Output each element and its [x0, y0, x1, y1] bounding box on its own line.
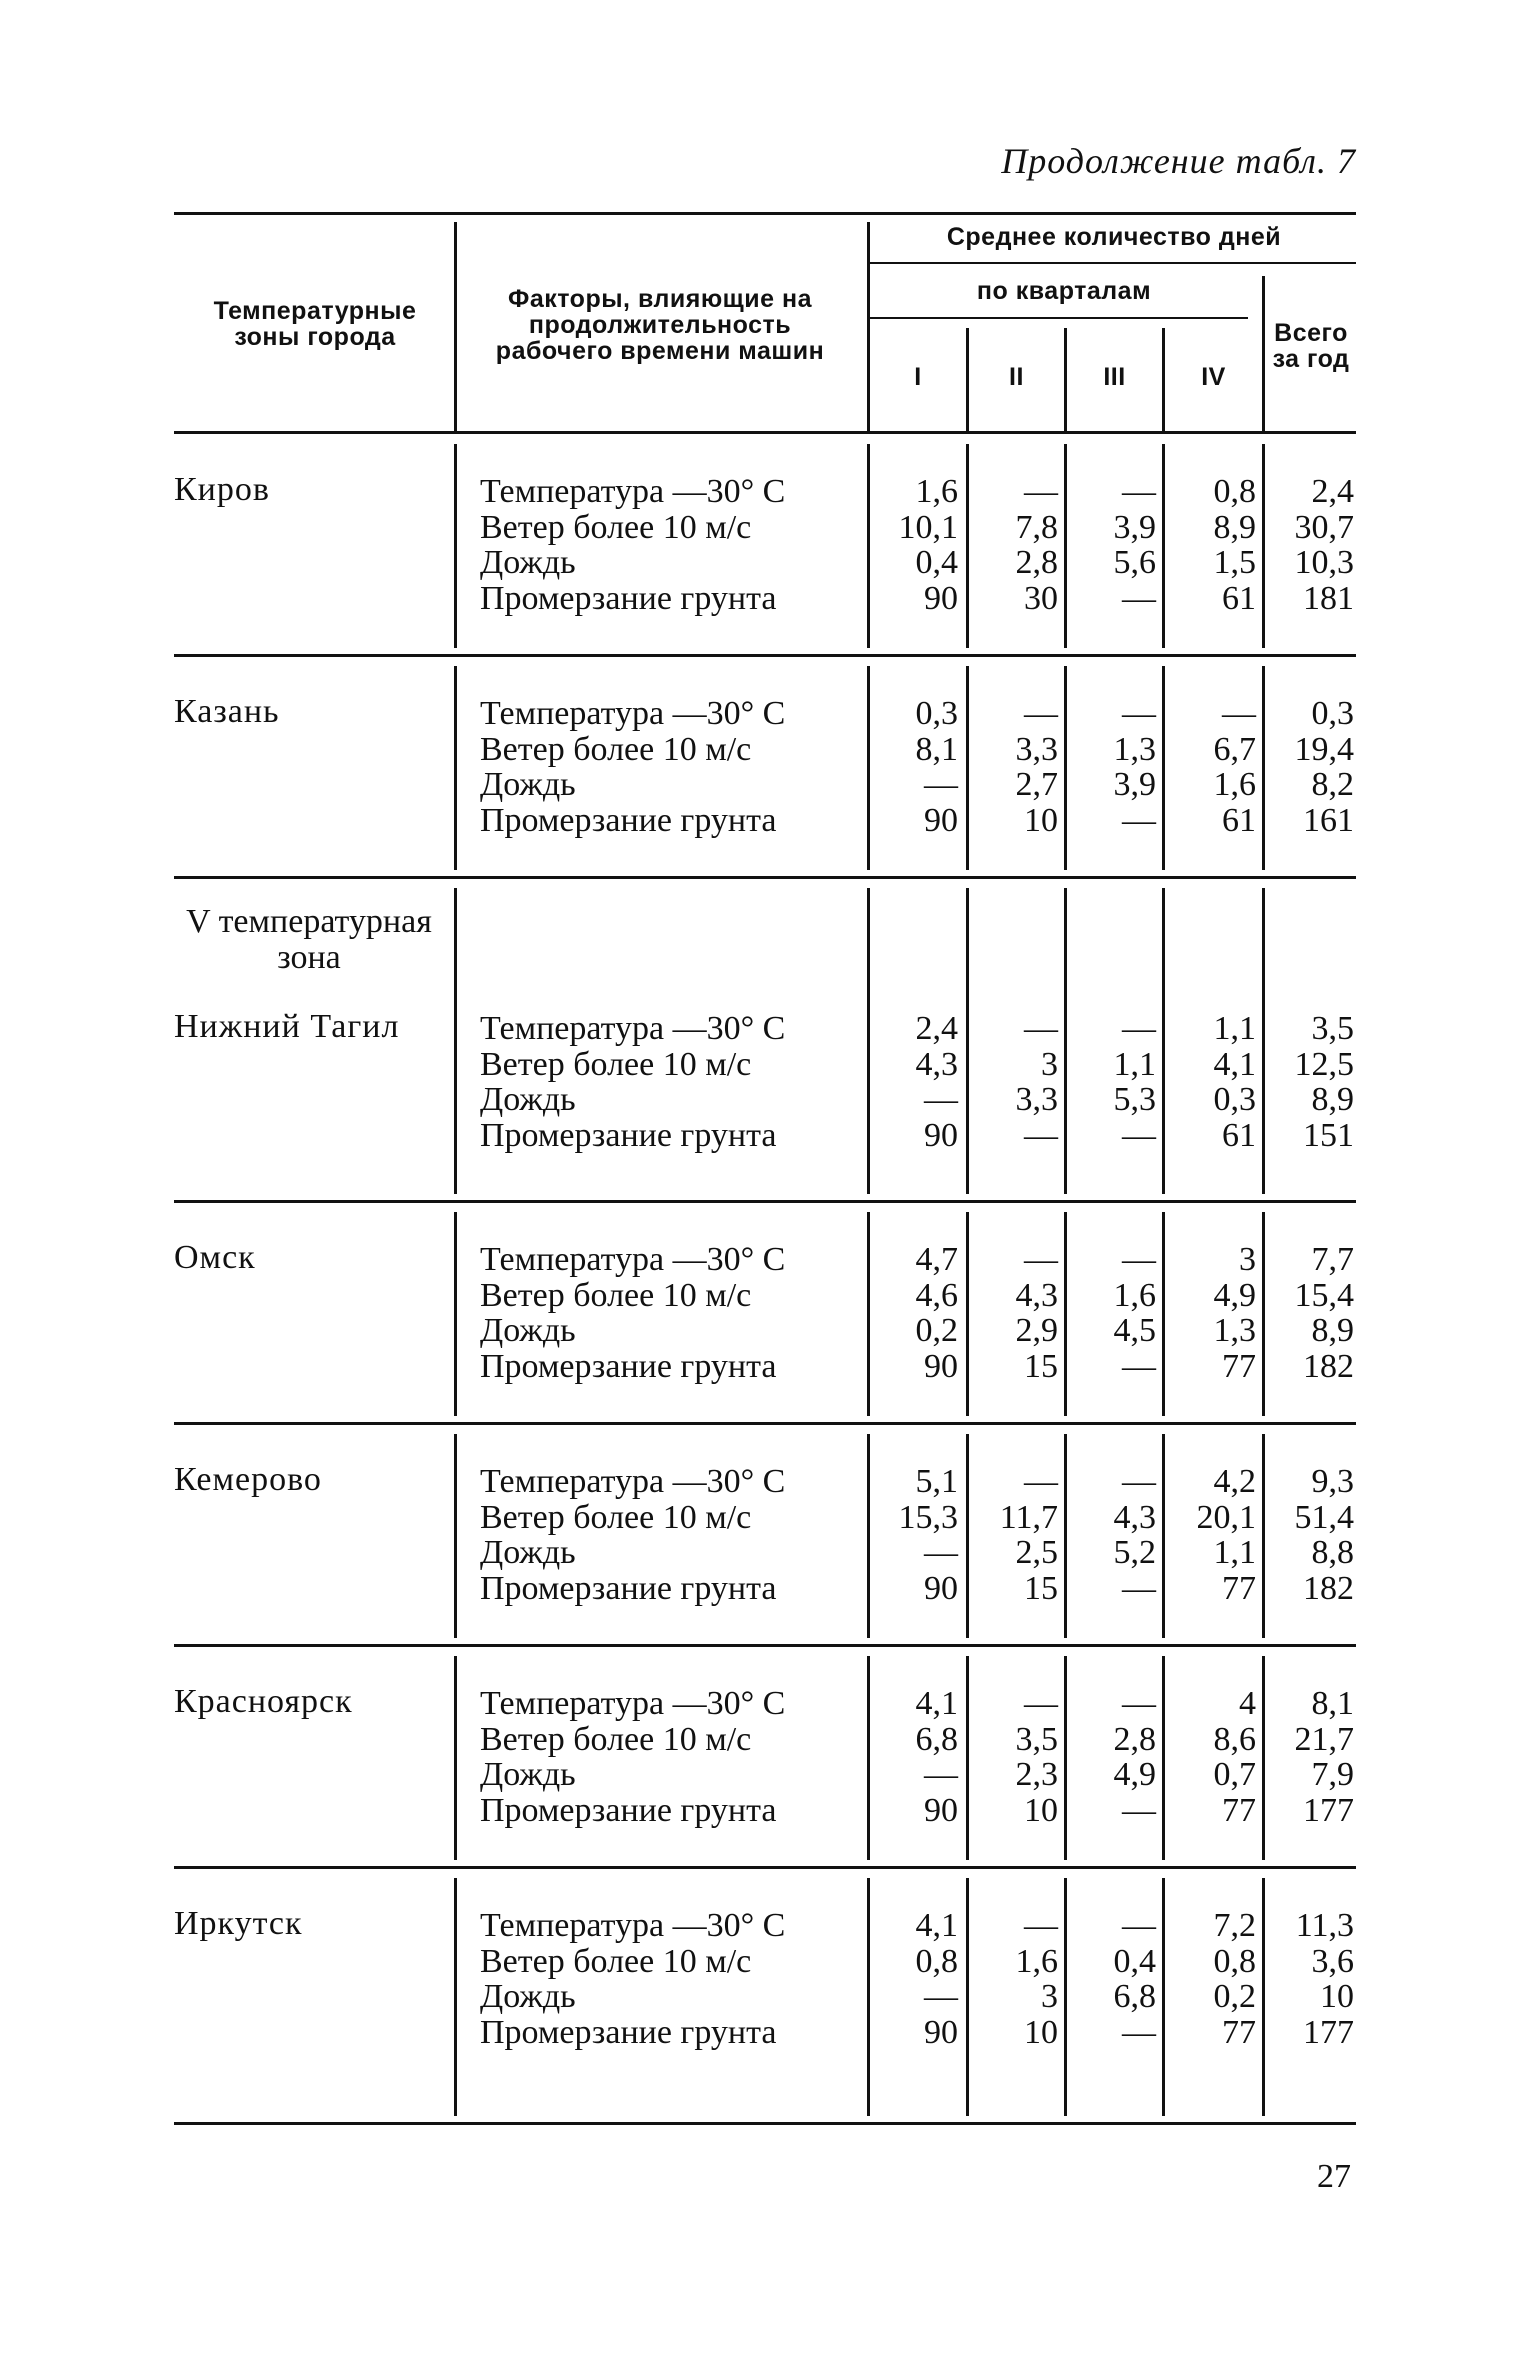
- table-cell: 151: [1303, 1116, 1354, 1154]
- factor-label: Ветер более 10 м/с: [480, 508, 752, 546]
- header-subrule: [870, 317, 1248, 319]
- factor-list: [480, 1686, 785, 1828]
- column-divider: [966, 1212, 969, 1416]
- column-divider: [454, 1212, 457, 1416]
- table-cell: 5,3: [1113, 1081, 1156, 1118]
- table-cell: 0,3: [1213, 1081, 1256, 1118]
- column-divider: [1162, 1656, 1165, 1860]
- value-column-total: [1268, 696, 1354, 838]
- q1-header: I: [914, 363, 922, 391]
- value-column-q1: [870, 1011, 958, 1153]
- table-cell: 182: [1303, 1347, 1354, 1385]
- table-cell: 5,1: [915, 1463, 958, 1500]
- city-group: [174, 1200, 1356, 1422]
- table-cell: —: [1024, 695, 1058, 732]
- total-header: Всего за год: [1272, 319, 1350, 373]
- factor-label: Ветер более 10 м/с: [480, 730, 752, 768]
- table-cell: 3: [1041, 1978, 1058, 2015]
- group-separator: [174, 1200, 1356, 1203]
- table-cell: 3,5: [1015, 1720, 1058, 1758]
- factor-label: Промерзание грунта: [480, 1116, 777, 1154]
- table-cell: 77: [1222, 1347, 1256, 1385]
- table-cell: 30,7: [1294, 508, 1354, 546]
- column-divider: [1262, 666, 1265, 870]
- value-column-q2: [980, 1242, 1058, 1384]
- column-divider: [1262, 1656, 1265, 1860]
- value-column-q1: [870, 1686, 958, 1828]
- table-cell: 1,6: [1213, 766, 1256, 803]
- table-cell: 161: [1303, 801, 1354, 839]
- table-cell: —: [1122, 473, 1156, 510]
- city-group: [174, 1644, 1356, 1866]
- table-cell: 30: [1024, 579, 1058, 617]
- table-cell: 90: [924, 2013, 958, 2051]
- column-divider: [1162, 1878, 1165, 2116]
- factor-label: Дождь: [480, 1312, 576, 1349]
- city-group: [174, 432, 1356, 654]
- table-cell: 2,7: [1015, 766, 1058, 803]
- column-divider: [454, 666, 457, 870]
- factor-label: Ветер более 10 м/с: [480, 1720, 752, 1758]
- table-cell: 3: [1239, 1241, 1256, 1278]
- table-cell: 15: [1024, 1569, 1058, 1607]
- factor-list: [480, 1464, 785, 1606]
- factor-label: Промерзание грунта: [480, 1347, 777, 1385]
- value-column-q1: [870, 474, 958, 616]
- table-cell: 90: [924, 1791, 958, 1829]
- table-cell: 10: [1320, 1978, 1354, 2015]
- table-cell: 8,1: [915, 730, 958, 768]
- factor-label: Температура —30° С: [480, 695, 786, 732]
- table-cell: 2,5: [1015, 1534, 1058, 1571]
- group-separator: [174, 1422, 1356, 1425]
- value-column-q2: [980, 1908, 1058, 2050]
- factor-label: Промерзание грунта: [480, 1569, 777, 1607]
- header-divider: [454, 222, 457, 434]
- factor-label: Температура —30° С: [480, 473, 786, 510]
- city-name: Красноярск: [174, 1683, 353, 1720]
- table-cell: 90: [924, 801, 958, 839]
- table-cell: 61: [1222, 579, 1256, 617]
- column-divider: [1064, 1434, 1067, 1638]
- factor-label: Промерзание грунта: [480, 1791, 777, 1829]
- value-column-q4: [1170, 1686, 1256, 1828]
- table-cell: 0,8: [1213, 473, 1256, 510]
- header-divider: [867, 222, 870, 434]
- value-column-q2: [980, 474, 1058, 616]
- table-cell: —: [1024, 1685, 1058, 1722]
- table-cell: 15,3: [898, 1498, 958, 1536]
- factor-list: [480, 474, 785, 616]
- column-divider: [1162, 444, 1165, 648]
- city-name: Кемерово: [174, 1461, 322, 1498]
- table-cell: 11,3: [1295, 1907, 1354, 1944]
- table-cell: 8,1: [1311, 1685, 1354, 1722]
- table-cell: 3,6: [1311, 1942, 1354, 1980]
- column-divider: [966, 1434, 969, 1638]
- column-divider: [454, 1878, 457, 2116]
- table-cell: 90: [924, 1347, 958, 1385]
- zone-title: V температурная зона: [186, 903, 432, 976]
- table-cell: —: [1222, 695, 1256, 732]
- value-column-total: [1268, 1242, 1354, 1384]
- value-column-total: [1268, 1011, 1354, 1153]
- table-cell: 2,8: [1113, 1720, 1156, 1758]
- table-cell: —: [924, 1978, 958, 2015]
- factor-label: Температура —30° С: [480, 1907, 786, 1944]
- table-cell: 5,6: [1113, 544, 1156, 581]
- column-divider: [1064, 666, 1067, 870]
- group-separator: [174, 1866, 1356, 1869]
- zones-header: Температурные зоны города: [213, 297, 417, 351]
- factor-label: Дождь: [480, 1081, 576, 1118]
- table-cell: 0,2: [915, 1312, 958, 1349]
- header-subrule: [870, 262, 1356, 264]
- table-cell: —: [1122, 1463, 1156, 1500]
- value-column-total: [1268, 474, 1354, 616]
- table-cell: 0,2: [1213, 1978, 1256, 2015]
- table-cell: 182: [1303, 1569, 1354, 1607]
- city-name: Нижний Тагил: [174, 1008, 400, 1045]
- table-header: [174, 212, 1356, 434]
- table-cell: 8,2: [1311, 766, 1354, 803]
- table-cell: 2,8: [1015, 544, 1058, 581]
- column-divider: [966, 444, 969, 648]
- page-number: 27: [1317, 2158, 1351, 2195]
- header-top-rule: [174, 212, 1356, 215]
- value-column-q2: [980, 1011, 1058, 1153]
- value-column-q4: [1170, 1908, 1256, 2050]
- value-column-q4: [1170, 1242, 1256, 1384]
- value-column-q3: [1072, 1908, 1156, 2050]
- table-cell: 77: [1222, 1791, 1256, 1829]
- column-divider: [1064, 1656, 1067, 1860]
- table-cell: 15: [1024, 1347, 1058, 1385]
- table-cell: —: [1122, 1010, 1156, 1047]
- factor-label: Дождь: [480, 1756, 576, 1793]
- table-cell: 0,3: [1311, 695, 1354, 732]
- column-divider: [1064, 1212, 1067, 1416]
- value-column-q4: [1170, 696, 1256, 838]
- value-column-q2: [980, 1686, 1058, 1828]
- column-divider: [966, 888, 969, 1194]
- factor-label: Температура —30° С: [480, 1241, 786, 1278]
- table-cell: 2,4: [915, 1010, 958, 1047]
- table-cell: —: [924, 1756, 958, 1793]
- table-cell: 4,3: [1113, 1498, 1156, 1536]
- factor-list: [480, 1908, 785, 2050]
- table-cell: 0,8: [1213, 1942, 1256, 1980]
- header-divider: [1262, 276, 1265, 434]
- factor-list: [480, 1011, 785, 1153]
- table-cell: 9,3: [1311, 1463, 1354, 1500]
- table-cell: 1,6: [1015, 1942, 1058, 1980]
- factor-label: Ветер более 10 м/с: [480, 1942, 752, 1980]
- table-cell: 0,7: [1213, 1756, 1256, 1793]
- column-divider: [1162, 1434, 1165, 1638]
- table-cell: 77: [1222, 2013, 1256, 2051]
- value-column-q2: [980, 1464, 1058, 1606]
- table-cell: —: [1122, 2013, 1156, 2051]
- table-cell: 21,7: [1294, 1720, 1354, 1758]
- table-cell: 8,6: [1213, 1720, 1256, 1758]
- table-cell: 181: [1303, 579, 1354, 617]
- table-cell: —: [1122, 1907, 1156, 1944]
- table-cell: 8,8: [1311, 1534, 1354, 1571]
- table-cell: 4,9: [1113, 1756, 1156, 1793]
- table-cell: 61: [1222, 1116, 1256, 1154]
- table-cell: 177: [1303, 1791, 1354, 1829]
- table-cell: —: [1024, 1463, 1058, 1500]
- table-cell: 11,7: [999, 1498, 1058, 1536]
- column-divider: [454, 1434, 457, 1638]
- table-cell: 90: [924, 579, 958, 617]
- table-cell: 51,4: [1294, 1498, 1354, 1536]
- city-group: [174, 654, 1356, 876]
- value-column-total: [1268, 1686, 1354, 1828]
- column-divider: [1262, 1434, 1265, 1638]
- table-cell: 3,9: [1113, 766, 1156, 803]
- factor-label: Ветер более 10 м/с: [480, 1498, 752, 1536]
- table-cell: —: [924, 1534, 958, 1571]
- table-cell: —: [1024, 1907, 1058, 1944]
- table-cell: —: [1024, 1116, 1058, 1154]
- table-cell: 77: [1222, 1569, 1256, 1607]
- table-cell: 2,4: [1311, 473, 1354, 510]
- factor-label: Промерзание грунта: [480, 801, 777, 839]
- table-cell: 20,1: [1196, 1498, 1256, 1536]
- table-cell: 0,8: [915, 1942, 958, 1980]
- table-cell: 0,4: [915, 544, 958, 581]
- table-cell: 4,6: [915, 1276, 958, 1314]
- table-cell: 12,5: [1294, 1045, 1354, 1083]
- table-cell: 8,9: [1213, 508, 1256, 546]
- column-divider: [1064, 444, 1067, 648]
- table-cell: 8,9: [1311, 1081, 1354, 1118]
- city-group: [174, 876, 1356, 1200]
- table-cell: 4,3: [1015, 1276, 1058, 1314]
- city-name: Иркутск: [174, 1905, 303, 1942]
- table-cell: —: [1024, 1010, 1058, 1047]
- column-divider: [966, 1656, 969, 1860]
- table-cell: 19,4: [1294, 730, 1354, 768]
- value-column-q3: [1072, 1464, 1156, 1606]
- table-cell: 4,5: [1113, 1312, 1156, 1349]
- factor-label: Промерзание грунта: [480, 579, 777, 617]
- table-cell: 177: [1303, 2013, 1354, 2051]
- table-cell: 4,1: [1213, 1045, 1256, 1083]
- table-cell: 1,1: [1213, 1534, 1256, 1571]
- column-divider: [1262, 1212, 1265, 1416]
- table-cell: 90: [924, 1569, 958, 1607]
- value-column-total: [1268, 1908, 1354, 2050]
- table-cell: 10,3: [1294, 544, 1354, 581]
- table-cell: —: [1122, 1241, 1156, 1278]
- table-cell: 6,7: [1213, 730, 1256, 768]
- column-divider: [454, 888, 457, 1194]
- table-bottom-rule: [174, 2122, 1356, 2125]
- group-separator: [174, 876, 1356, 879]
- factor-list: [480, 696, 785, 838]
- value-column-q3: [1072, 1686, 1156, 1828]
- table-cell: 7,9: [1311, 1756, 1354, 1793]
- avg-days-header: Среднее количество дней: [946, 223, 1282, 251]
- value-column-q1: [870, 696, 958, 838]
- value-column-q1: [870, 1242, 958, 1384]
- factor-label: Дождь: [480, 1978, 576, 2015]
- group-separator: [174, 654, 1356, 657]
- table-cell: 10: [1024, 1791, 1058, 1829]
- column-divider: [1262, 444, 1265, 648]
- column-divider: [1064, 888, 1067, 1194]
- factor-list: [480, 1242, 785, 1384]
- factor-label: Ветер более 10 м/с: [480, 1045, 752, 1083]
- table-cell: 1,3: [1213, 1312, 1256, 1349]
- table-cell: 2,9: [1015, 1312, 1058, 1349]
- factor-label: Температура —30° С: [480, 1685, 786, 1722]
- table-cell: 6,8: [915, 1720, 958, 1758]
- column-divider: [966, 666, 969, 870]
- value-column-q4: [1170, 474, 1256, 616]
- table-cell: 6,8: [1113, 1978, 1156, 2015]
- table-cell: 61: [1222, 801, 1256, 839]
- city-name: Омск: [174, 1239, 256, 1276]
- table-cell: 1,1: [1213, 1010, 1256, 1047]
- factor-label: Дождь: [480, 544, 576, 581]
- column-divider: [966, 1878, 969, 2116]
- table-cell: —: [1122, 1685, 1156, 1722]
- factors-header: Факторы, влияющие на продолжительность рабочего времени машин: [495, 285, 825, 365]
- table-cell: 15,4: [1294, 1276, 1354, 1314]
- table-cell: 2,3: [1015, 1756, 1058, 1793]
- table-cell: 90: [924, 1116, 958, 1154]
- table-cell: 1,1: [1113, 1045, 1156, 1083]
- table-cell: 10: [1024, 801, 1058, 839]
- table-cell: 5,2: [1113, 1534, 1156, 1571]
- table-cell: 4,2: [1213, 1463, 1256, 1500]
- factor-label: Дождь: [480, 1534, 576, 1571]
- factor-label: Промерзание грунта: [480, 2013, 777, 2051]
- column-divider: [1262, 1878, 1265, 2116]
- table-cell: 4,3: [915, 1045, 958, 1083]
- value-column-q3: [1072, 1242, 1156, 1384]
- table-cell: 3,3: [1015, 1081, 1058, 1118]
- table-cell: 0,3: [915, 695, 958, 732]
- factor-label: Температура —30° С: [480, 1463, 786, 1500]
- q3-header: III: [1103, 363, 1126, 391]
- table-caption: Продолжение табл. 7: [1001, 141, 1356, 181]
- column-divider: [1162, 1212, 1165, 1416]
- table-cell: —: [1024, 473, 1058, 510]
- value-column-total: [1268, 1464, 1354, 1606]
- table-cell: 8,9: [1311, 1312, 1354, 1349]
- factor-label: Ветер более 10 м/с: [480, 1276, 752, 1314]
- table-cell: —: [1122, 1569, 1156, 1607]
- table-cell: —: [924, 1081, 958, 1118]
- table-cell: —: [1122, 801, 1156, 839]
- value-column-q1: [870, 1908, 958, 2050]
- value-column-q3: [1072, 474, 1156, 616]
- table-cell: 0,4: [1113, 1942, 1156, 1980]
- table-cell: 7,8: [1015, 508, 1058, 546]
- table-cell: —: [1122, 1791, 1156, 1829]
- table-cell: 1,3: [1113, 730, 1156, 768]
- column-divider: [454, 1656, 457, 1860]
- table-cell: 1,6: [915, 473, 958, 510]
- table-cell: —: [1024, 1241, 1058, 1278]
- table-cell: 10,1: [898, 508, 958, 546]
- table-cell: —: [1122, 695, 1156, 732]
- table-cell: 4,9: [1213, 1276, 1256, 1314]
- value-column-q4: [1170, 1464, 1256, 1606]
- city-name: Казань: [174, 693, 280, 730]
- value-column-q3: [1072, 1011, 1156, 1153]
- table-cell: 4,7: [915, 1241, 958, 1278]
- value-column-q4: [1170, 1011, 1256, 1153]
- city-group: [174, 1422, 1356, 1644]
- table-cell: —: [924, 766, 958, 803]
- city-name: Киров: [174, 471, 270, 508]
- column-divider: [1262, 888, 1265, 1194]
- table-cell: 3,5: [1311, 1010, 1354, 1047]
- table-cell: 1,6: [1113, 1276, 1156, 1314]
- table-cell: 3,3: [1015, 730, 1058, 768]
- column-divider: [454, 444, 457, 648]
- table-cell: —: [1122, 579, 1156, 617]
- table-cell: —: [1122, 1347, 1156, 1385]
- table-cell: 4,1: [915, 1685, 958, 1722]
- q2-header: II: [1009, 363, 1024, 391]
- group-separator: [174, 1644, 1356, 1647]
- table-cell: 3: [1041, 1045, 1058, 1083]
- table-cell: 4,1: [915, 1907, 958, 1944]
- table-cell: —: [1122, 1116, 1156, 1154]
- column-divider: [1064, 1878, 1067, 2116]
- table-cell: 10: [1024, 2013, 1058, 2051]
- value-column-q1: [870, 1464, 958, 1606]
- table-cell: 7,7: [1311, 1241, 1354, 1278]
- table-cell: 3,9: [1113, 508, 1156, 546]
- by-quarters-header: по кварталам: [976, 277, 1152, 305]
- table-cell: 1,5: [1213, 544, 1256, 581]
- factor-label: Температура —30° С: [480, 1010, 786, 1047]
- table-cell: 4: [1239, 1685, 1256, 1722]
- value-column-q3: [1072, 696, 1156, 838]
- factor-label: Дождь: [480, 766, 576, 803]
- value-column-q2: [980, 696, 1058, 838]
- city-group: [174, 1866, 1356, 2122]
- table-cell: 7,2: [1213, 1907, 1256, 1944]
- column-divider: [1162, 666, 1165, 870]
- q4-header: IV: [1201, 363, 1226, 391]
- column-divider: [1162, 888, 1165, 1194]
